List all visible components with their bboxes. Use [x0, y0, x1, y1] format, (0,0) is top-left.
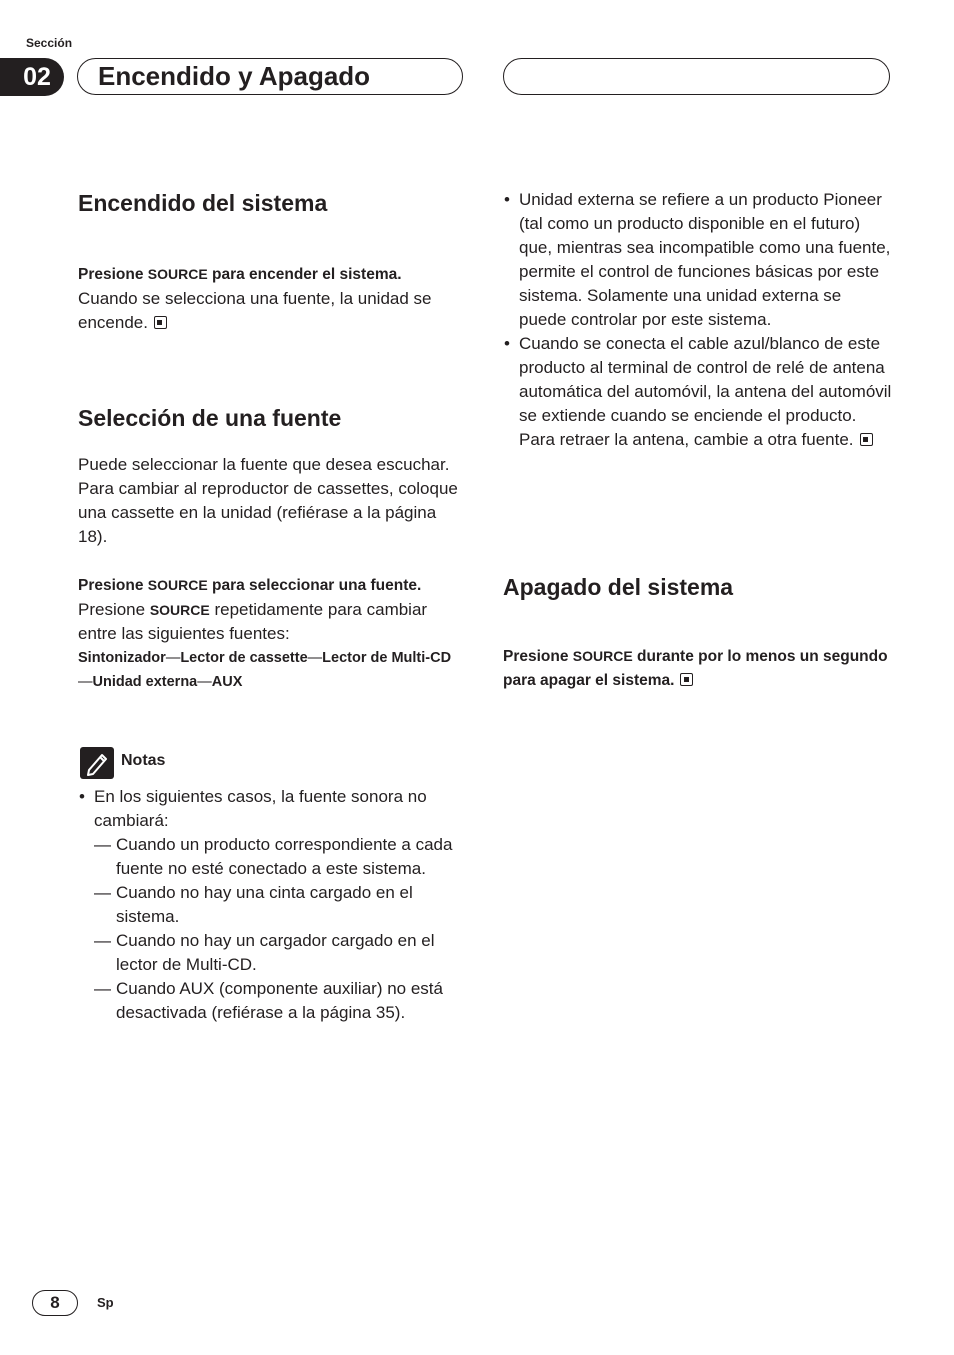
list-item: — Cuando no hay un cargador cargado en el lector de Multi-CD. [94, 931, 435, 974]
encendido-heading: Encendido del sistema [78, 190, 328, 216]
list-item: — Cuando un producto correspondiente a cada fuente no esté conectado a este sistema. [94, 835, 453, 878]
notes-label: Notas [121, 752, 166, 769]
source-key: SOURCE [149, 602, 210, 618]
note-pencil-icon [80, 747, 114, 779]
right-notes [503, 188, 893, 452]
source-key: SOURCE [147, 577, 208, 593]
encendido-body: Cuando se selecciona una fuente, la unidad se encende. [78, 289, 432, 332]
stop-icon [680, 673, 693, 686]
stop-icon [860, 433, 873, 446]
apagado-instruction: Presione SOURCE durante por lo menos un segundo para apagar el sistema. [503, 648, 888, 689]
encendido-instruction: Presione SOURCE para encender el sistema. [78, 266, 402, 283]
section-encendido [78, 190, 463, 335]
list-item: — Cuando AUX (componente auxiliar) no está desactivada (refiérase a la página 35). [94, 979, 443, 1022]
section-number-badge: 02 [0, 58, 64, 96]
list-item: • Cuando se conecta el cable azul/blanco de este producto al terminal de control de relé de antena automática del automóvil, la antena del automóvil se extiende cuando se enciende el producto. Para retraer la antena, cambie a otra fuente. [503, 332, 893, 452]
seleccion-intro: Puede seleccionar la fuente que desea escuchar. Para cambiar al reproductor de cassettes, coloque una cassette en la unidad (refiérase a la página 18). [78, 455, 458, 546]
chapter-title: Encendido y Apagado [98, 61, 371, 91]
blank-header-frame [503, 58, 890, 95]
section-label: Sección [26, 36, 73, 50]
source-key: SOURCE [572, 648, 633, 664]
seleccion-heading: Selección de una fuente [78, 405, 342, 431]
list-item: • Unidad externa se refiere a un producto Pioneer (tal como un producto disponible en el futuro) que, mientras sea incompatible como una fuente, permite el control de funciones básicas por este sistema. Solamente una unidad externa se puede controlar por este sistema. [503, 188, 893, 332]
seleccion-body: Presione SOURCE repetidamente para cambiar entre las siguientes fuentes: [78, 600, 428, 643]
section-seleccion [78, 405, 463, 694]
source-sequence: Sintonizador—Lector de cassette—Lector de Multi-CD—Unidad externa—AUX [78, 650, 452, 690]
list-item: — Cuando no hay una cinta cargado en el sistema. [94, 883, 413, 926]
section-apagado [503, 574, 893, 693]
stop-icon [154, 316, 167, 329]
language-code: Sp [97, 1295, 114, 1310]
seleccion-instruction: Presione SOURCE para seleccionar una fuente. [78, 577, 422, 594]
apagado-heading: Apagado del sistema [503, 574, 734, 600]
notes-list [78, 785, 466, 1025]
list-item: • En los siguientes casos, la fuente sonora no cambiará: — Cuando un producto correspondiente a cada fuente no esté conectado a este sistema. — Cuando no hay una cinta cargado en el sistema. — Cuando no hay un cargador cargado en el lector de Multi-CD. — Cuando AUX (componente auxiliar) no está desactivada (refiérase a la página 35). [78, 785, 466, 1025]
source-key: SOURCE [147, 266, 208, 282]
page-number: 8 [32, 1290, 78, 1316]
